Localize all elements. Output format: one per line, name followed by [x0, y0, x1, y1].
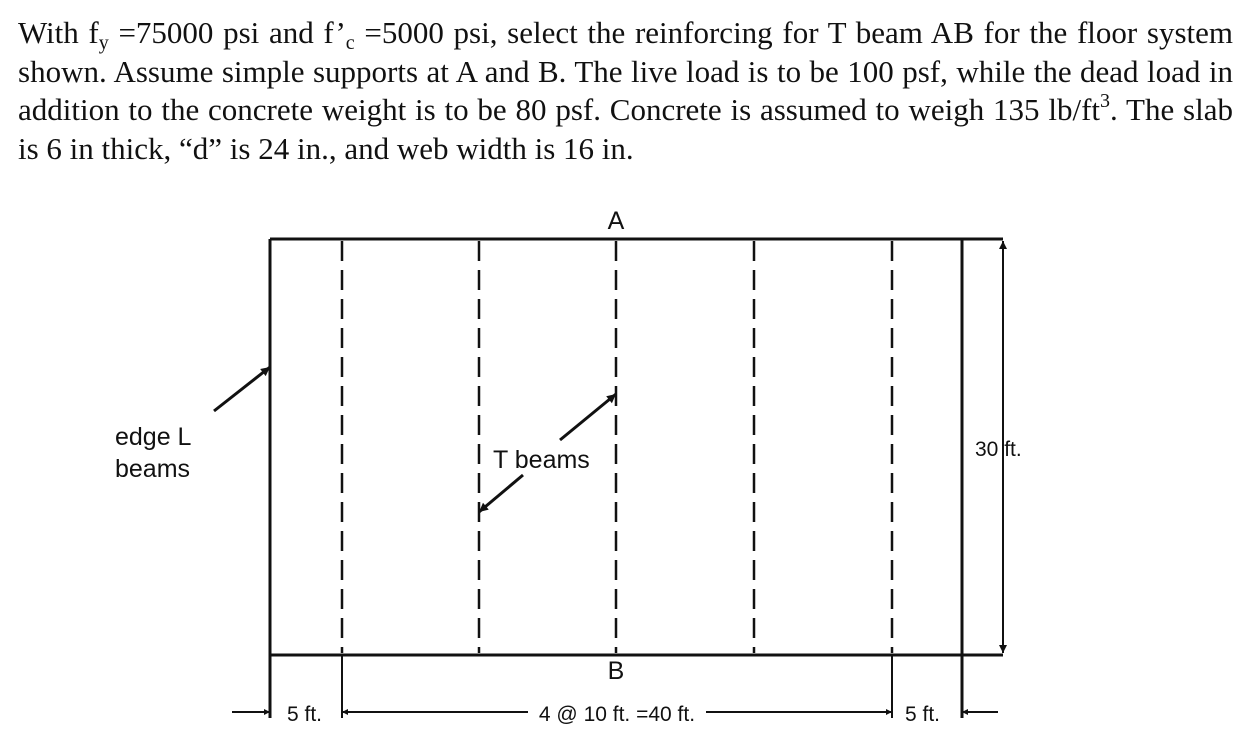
- problem-text-4: . The slab is 6 in thick, “d” is 24 in., and web width is 16 in.: [18, 92, 1233, 166]
- edge-beams-label-line1: edge L: [115, 423, 192, 451]
- problem-text-1: With f: [18, 15, 99, 50]
- problem-text-2: =75000 psi and f’: [108, 15, 346, 50]
- edge-beams-label-line2: beams: [115, 455, 191, 483]
- ft-cubed-superscript: 3: [1100, 90, 1111, 112]
- t-beams-label: T beams: [493, 446, 590, 474]
- left-end-dimension: 5 ft.: [287, 703, 323, 726]
- fy-subscript: y: [98, 32, 109, 54]
- label-b: B: [607, 657, 625, 685]
- fc-subscript: c: [345, 32, 355, 54]
- height-dimension-label: 30 ft.: [975, 438, 1022, 461]
- middle-dimension-label: 4 @ 10 ft. =40 ft.: [538, 703, 696, 726]
- t-beams-pointer-right: [560, 394, 616, 440]
- t-beams-pointer-left: [479, 475, 523, 512]
- label-a: A: [607, 207, 625, 235]
- right-end-dimension: 5 ft.: [905, 703, 941, 726]
- problem-text-3: =5000 psi, select the reinforcing for T beam AB for the floor system shown. Assume simple supports at A and B. The live load is to be 100 psf, while the dead load in addition to the concrete weight is to be 80 psf. Concrete is assumed to weigh 135 lb/ft: [18, 15, 1234, 127]
- edge-beams-pointer: [214, 367, 270, 411]
